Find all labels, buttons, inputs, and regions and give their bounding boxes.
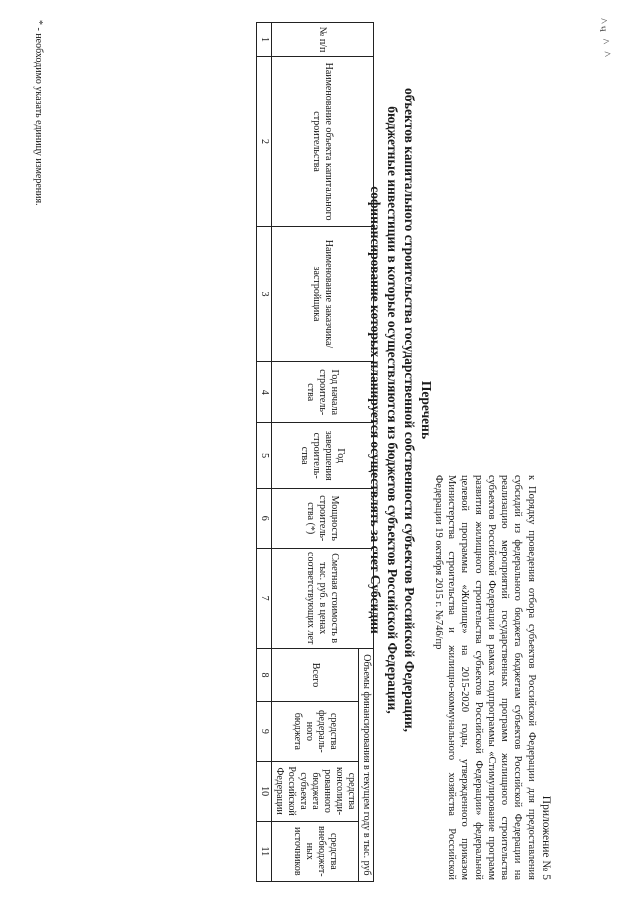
title-heading: Перечень [419, 380, 434, 440]
header-end-year: Год завершения строитель-ства [272, 423, 374, 488]
column-number: 1 [257, 23, 272, 57]
appendix-text: к Порядку проведения отбора субъектов Российской Федерации для предоставления субсидий из федерального бюджета бюджетам субъектов Российской Федерации на реализацию мероприятий государственных программ жилищного строительства субъектов Российской Федерации в рамках подпрограммы «Стимулирование программ развития жилищного строительства субъектов Российской Федерации» федеральной целевой программы «Жилище» на 2015-2020 годы, утвержденного приказом Министерства строительства и жилищно-коммунального хозяйства Российской Федерации 19 октября 2015 г. №746/пр [432, 475, 537, 880]
header-customer: Наименование заказчика/ застройщика [272, 226, 374, 361]
header-extrabudget: средства внебюджет-ных источников [272, 821, 359, 881]
header-start-year: Год начала строитель-ства [272, 362, 374, 423]
objects-table [256, 22, 374, 882]
header-row-1 [359, 23, 374, 882]
appendix-block [431, 475, 552, 880]
column-number: 6 [257, 488, 272, 548]
footnote: * - необходимо указать единицу измерения. [33, 20, 44, 206]
header-total: Всего [272, 648, 359, 701]
column-number: 10 [257, 761, 272, 821]
title-body: объектов капитального строительства государственной собственности субъектов Российской Федерации, бюджетные инвестиции в которые осуществляются из бюджетов субъектов Российской Федерации, софинансирование которых планируется осуществлять за счет Субсидии [368, 87, 417, 733]
header-estimated-cost: Сметная стоимость в тыс. руб. в ценах соответствующих лет [272, 548, 374, 648]
column-number: 5 [257, 423, 272, 488]
column-number: 9 [257, 702, 272, 761]
header-federal: средства федераль-ного бюджета [272, 702, 359, 761]
header-financing-group: Объемы финансирования в текущем году в тыс. руб [359, 648, 374, 881]
column-number: 11 [257, 821, 272, 881]
column-number-row [257, 23, 272, 882]
column-number: 7 [257, 548, 272, 648]
header-regional: средства консолиди-рованного бюджета субъекта Российской Федерации [272, 761, 359, 821]
appendix-number: Приложение № 5 [540, 795, 552, 880]
column-number: 2 [257, 57, 272, 227]
column-number: 4 [257, 362, 272, 423]
document-title [367, 80, 435, 740]
column-number: 8 [257, 648, 272, 701]
column-number: 3 [257, 226, 272, 361]
header-capacity: Мощность строитель-ства (*) [272, 488, 374, 548]
header-object-name: Наименование объекта капитального строительства [272, 57, 374, 227]
header-num: № п/п [272, 23, 374, 57]
handwritten-mark: ^ч ^ ^ [595, 17, 615, 60]
